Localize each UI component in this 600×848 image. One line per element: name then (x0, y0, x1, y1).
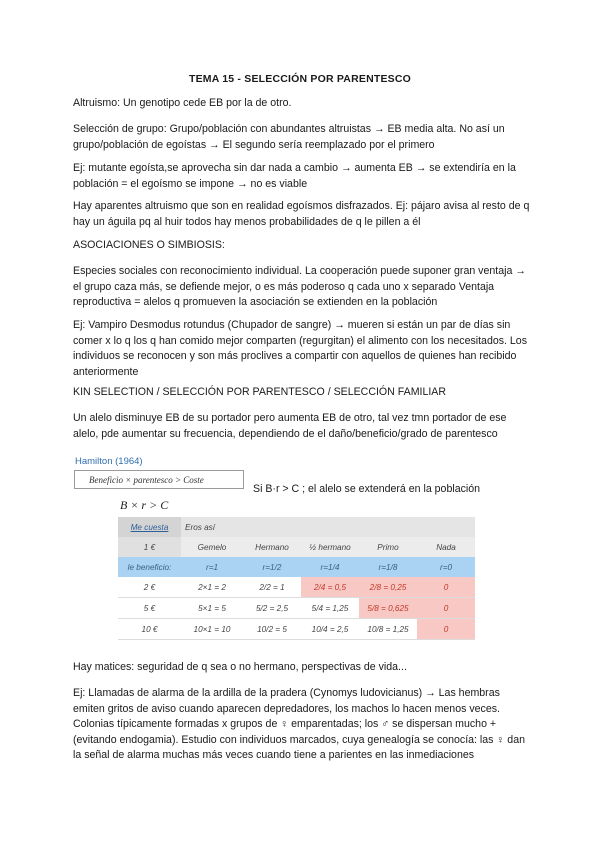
table-cell: 5/4 = 1,25 (301, 598, 359, 619)
table-cell: 5/8 = 0,625 (359, 598, 417, 619)
table-cell: 0 (417, 577, 475, 598)
table-cell: r=1/8 (359, 557, 417, 577)
table-row (118, 619, 475, 640)
paragraph-seleccion-grupo: Selección de grupo: Grupo/población con abundantes altruistas → EB media alta. No así un grupo/población de egoístas → El segundo sería reemplazado por el primero (73, 123, 505, 151)
page-title: TEMA 15 - SELECCIÓN POR PARENTESCO (188, 73, 412, 85)
paragraph-mutante: Ej: mutante egoísta,se aprovecha sin dar nada a cambio → aumenta EB → se extendiría en la población = el egoísmo se impone → no es viable (73, 162, 516, 190)
table-cell: 10 € (118, 619, 181, 640)
table-cell: le beneficio: (118, 557, 181, 577)
heading-asociaciones: ASOCIACIONES O SIMBIOSIS: (73, 239, 225, 251)
paragraph-matices: Hay matices: seguridad de q sea o no hermano, perspectivas de vida... (73, 661, 407, 673)
hamilton-formula-box: Beneficio × parentesco > Coste (74, 470, 244, 489)
table-row (118, 577, 475, 598)
table-cell: 1 € (118, 537, 181, 557)
table-cell: 2 € (118, 577, 181, 598)
kin-selection-table (118, 517, 475, 640)
table-cell: 5/2 = 2,5 (243, 598, 301, 619)
heading-kin-selection: KIN SELECTION / SELECCIÓN POR PARENTESCO / SELECCIÓN FAMILIAR (73, 386, 447, 398)
table-cell: 2×1 = 2 (181, 577, 243, 598)
table-cell: 2/8 = 0,25 (359, 577, 417, 598)
table-row (118, 557, 475, 577)
table-cell: r=1/4 (301, 557, 359, 577)
table-cell: r=1/2 (243, 557, 301, 577)
table-cell: r=0 (417, 557, 475, 577)
hamilton-citation: Hamilton (1964) (75, 456, 143, 467)
paragraph-vampiro: Ej: Vampiro Desmodus rotundus (Chupador de sangre) → mueren si están un par de días sin comer x lo q los q han comido mejor comparten (regurgitan) el alimento con los necesitados. Los individuos se reconocen y son más proclives a compartir con aquellos de quienes han recibido anteriormente (73, 319, 527, 378)
table-cell: 0 (417, 619, 475, 640)
table-cell: Nada (417, 537, 475, 557)
table-cell: 10/2 = 5 (243, 619, 301, 640)
table-cell: Eros así (181, 517, 243, 537)
table-cell: 10×1 = 10 (181, 619, 243, 640)
table-cell: r=1 (181, 557, 243, 577)
table-cell: 5×1 = 5 (181, 598, 243, 619)
table-header-row (118, 517, 475, 537)
table-cell: 5 € (118, 598, 181, 619)
table-cell: 10/8 = 1,25 (359, 619, 417, 640)
table-cell: 2/2 = 1 (243, 577, 301, 598)
paragraph-ardilla: Ej: Llamadas de alarma de la ardilla de la pradera (Cynomys ludovicianus) → Las hembras emiten gritos de aviso cuando aparecen depredadores, los machos lo hacen menos veces. Colonias típicamente formadas x grupos de ♀ emparentadas; los ♂ se dispersan mucho + (evitando endogamia). Estudio con individuos marcados, cuya genealogía se conocía: las ♀ dan la señal de alarma muchas más veces cuando tiene a parientes en las inmediaciones (73, 687, 525, 762)
paragraph-aparentes: Hay aparentes altruismo que son en realidad egoísmos disfrazados. Ej: pájaro avisa al resto de q hay un águila pq al huir todos hay menos probabilidades de q le pillen a él (73, 200, 530, 228)
table-cell: 10/4 = 2,5 (301, 619, 359, 640)
table-row (118, 537, 475, 557)
table-cell: ½ hermano (301, 537, 359, 557)
paragraph-altruismo: Altruismo: Un genotipo cede EB por la de otro. (73, 97, 292, 109)
table-cell: Primo (359, 537, 417, 557)
table-cell: 2/4 = 0,5 (301, 577, 359, 598)
table-cell: Me cuesta (118, 517, 181, 537)
paragraph-alelo: Un alelo disminuye EB de su portador pero aumenta EB de otro, tal vez tmn portador de ese alelo, pde aumentar su frecuencia, dependiendo de el daño/beneficio/grado de parentesco (73, 412, 507, 440)
table-cell: Gemelo (181, 537, 243, 557)
hamilton-rule-text: Si B·r > C ; el alelo se extenderá en la población (253, 483, 481, 495)
inequality-label: B × r > C (120, 498, 169, 512)
table-cell: Hermano (243, 537, 301, 557)
paragraph-especies: Especies sociales con reconocimiento individual. La cooperación puede suponer gran ventaja → el grupo caza más, se defiende mejor, o es más poderoso q cada uno x separado Ventaja reproductiva = alelos q promueven la asociación se extienden en la población (73, 265, 526, 309)
table-row (118, 598, 475, 619)
table-cell: 0 (417, 598, 475, 619)
